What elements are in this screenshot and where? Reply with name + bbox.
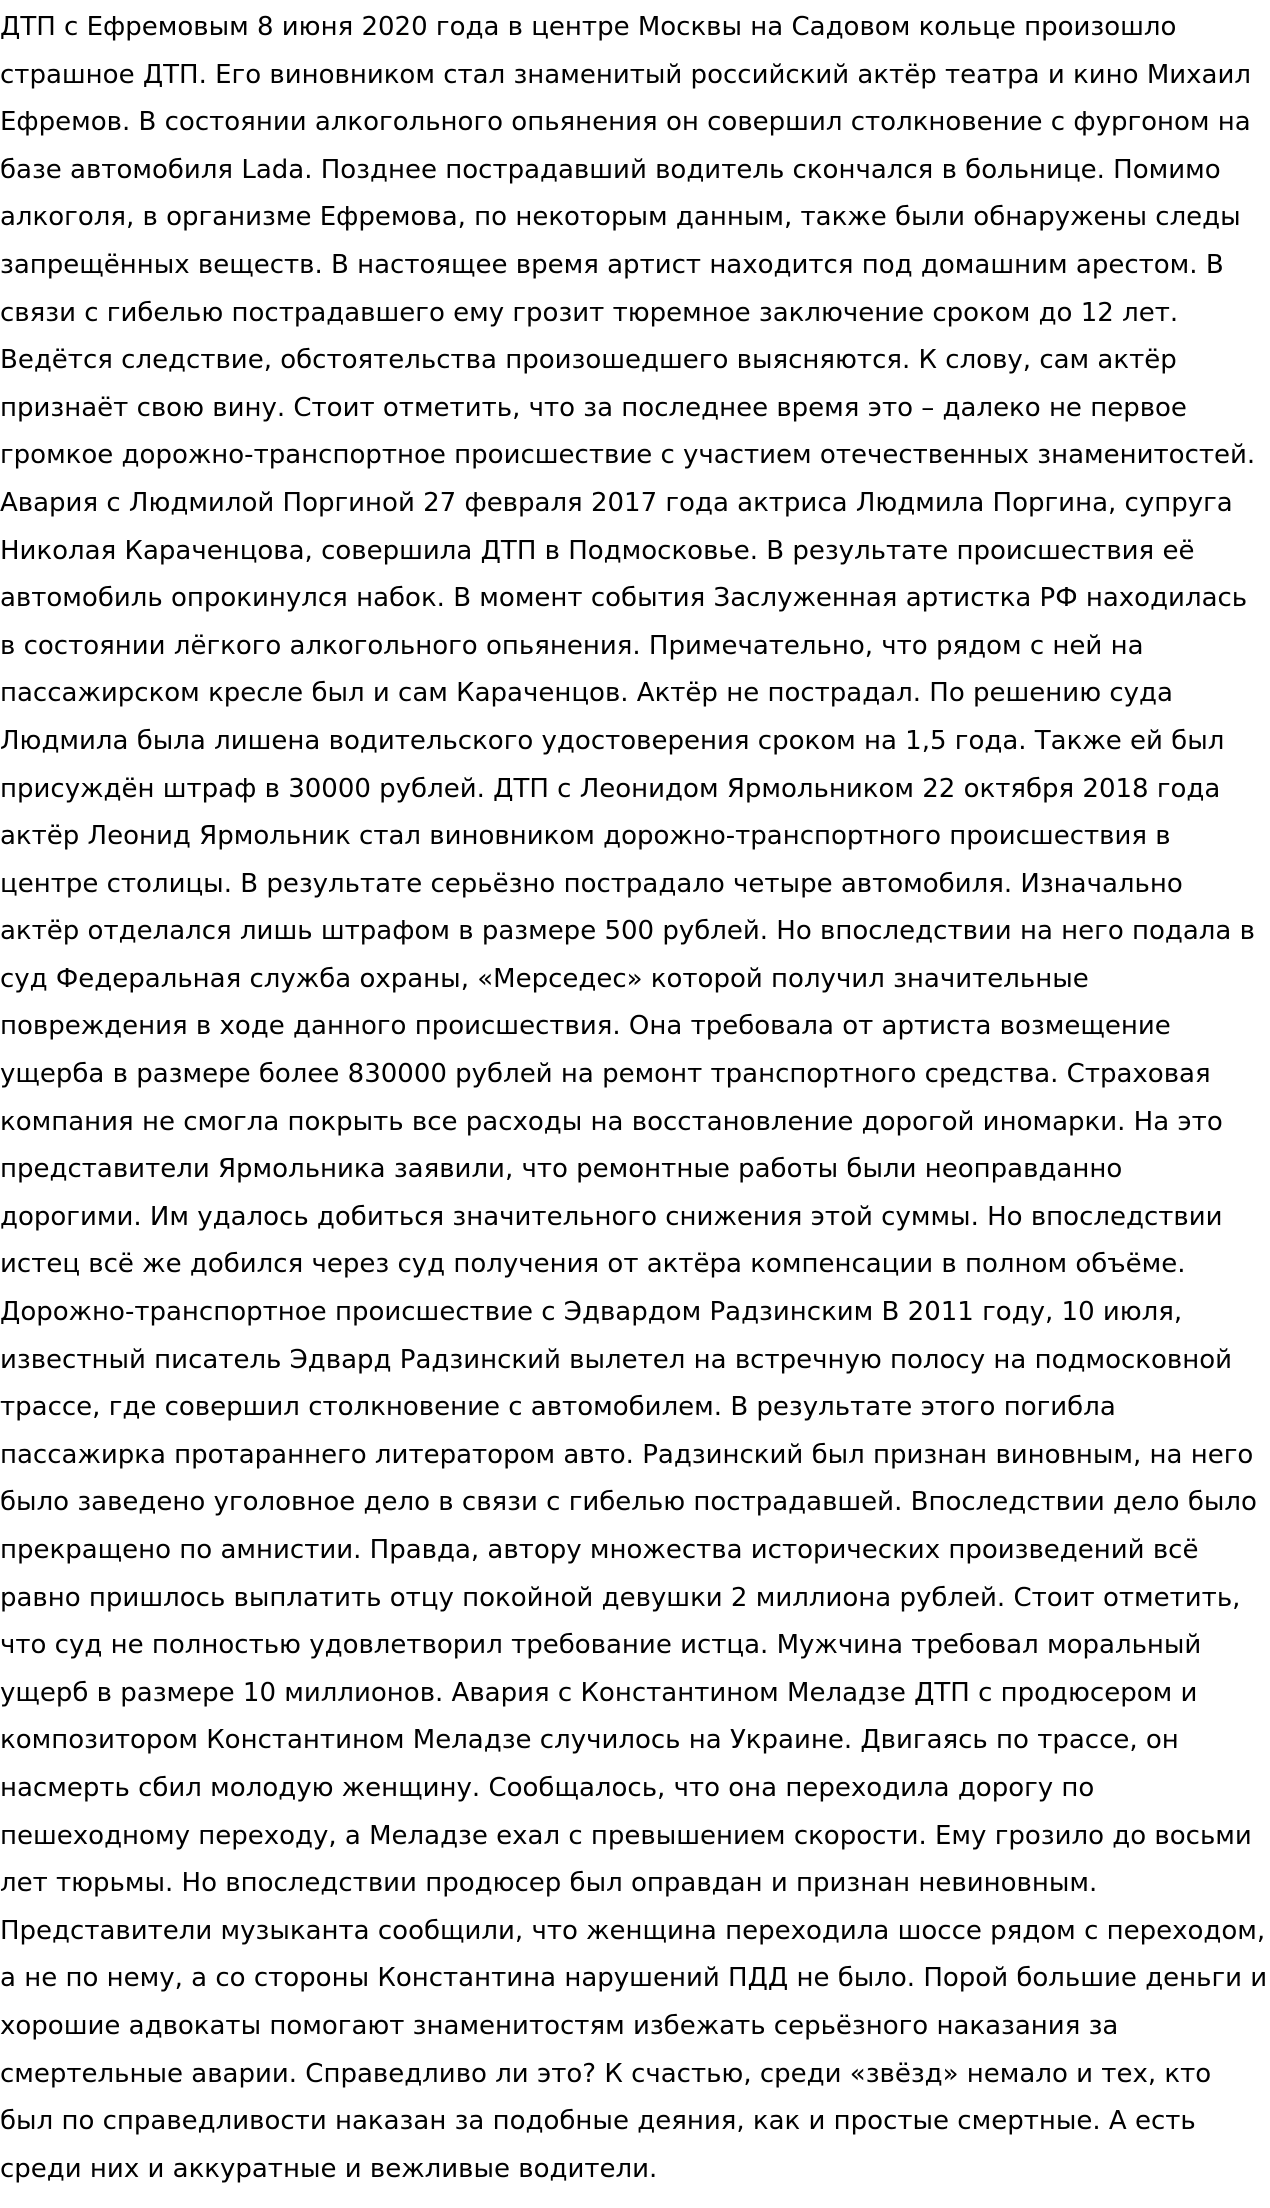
article-body-text: ДТП с Ефремовым 8 июня 2020 года в центре Москвы на Садовом кольце произошло страшное ДТП. Его виновником стал знаменитый российский актёр театра и кино Михаил Ефремов. В состоянии алкогольного опьянения он совершил столкновение с фургоном на базе автомобиля Lada. Позднее пострадавший водитель скончался в больнице. Помимо алкоголя, в организме Ефремова, по некоторым данным, также были обнаружены следы запрещённых веществ. В настоящее время артист находится под домашним арестом. В связи с гибелью пострадавшего ему грозит тюремное заключение сроком до 12 лет. Ведётся следствие, обстоятельства произошедшего выясняются. К слову, сам актёр признаёт свою вину. Стоит отметить, что за последнее время это – далеко не первое громкое дорожно-транспортное происшествие с участием отечественных знаменитостей. Авария с Людмилой Поргиной 27 февраля 2017 года актриса Людмила Поргина, супруга Николая Караченцова, совершила ДТП в Подмосковье. В результате происшествия её автомобиль опрокинулся набок. В момент события Заслуженная артистка РФ находилась в состоянии лёгкого алкогольного опьянения. Примечательно, что рядом с ней на пассажирском кресле был и сам Караченцов. Актёр не пострадал. По решению суда Людмила была лишена водительского удостоверения сроком на 1,5 года. Также ей был присуждён штраф в 30000 рублей. ДТП с Леонидом Ярмольником 22 октября 2018 года актёр Леонид Ярмольник стал виновником дорожно-транспортного происшествия в центре столицы. В результате серьёзно пострадало четыре автомобиля. Изначально актёр отделался лишь штрафом в размере 500 рублей. Но впоследствии на него подала в суд Федеральная служба охраны, «Мерседес» которой получил значительные повреждения в ходе данного происшествия. Она требовала от артиста возмещение ущерба в размере более 830000 рублей на ремонт транспортного средства. Страховая компания не смогла покрыть все расходы на восстановление дорогой иномарки. На это представители Ярмольника заявили, что ремонтные работы были неоправданно дорогими. Им удалось добиться значительного снижения этой суммы. Но впоследствии истец всё же добился через суд получения от актёра компенсации в полном объёме. Дорожно-транспортное происшествие с Эдвардом Радзинским В 2011 году, 10 июля, известный писатель Эдвард Радзинский вылетел на встречную полосу на подмосковной трассе, где совершил столкновение с автомобилем. В результате этого погибла пассажирка протараннего литератором авто. Радзинский был признан виновным, на него было заведено уголовное дело в связи с гибелью пострадавшей. Впоследствии дело было прекращено по амнистии. Правда, автору множества исторических произведений всё равно пришлось выплатить отцу покойной девушки 2 миллиона рублей. Стоит отметить, что суд не полностью удовлетворил требование истца. Мужчина требовал моральный ущерб в размере 10 миллионов. Авария с Константином Меладзе ДТП с продюсером и композитором Константином Меладзе случилось на Украине. Двигаясь по трассе, он насмерть сбил молодую женщину. Сообщалось, что она переходила дорогу по пешеходному переходу, а Меладзе ехал с превышением скорости. Ему грозило до восьми лет тюрьмы. Но впоследствии продюсер был оправдан и признан невиновным. Представители музыканта сообщили, что женщина переходила шоссе рядом с переходом, а не по нему, а со стороны Константина нарушений ПДД не было. Порой большие деньги и хорошие адвокаты помогают знаменитостям избежать серьёзного наказания за смертельные аварии. Справедливо ли это? К счастью, среди «звёзд» немало и тех, кто был по справедливости наказан за подобные деяния, как и простые смертные. А есть среди них и аккуратные и вежливые водители. xyxy=(0,12,1268,2184)
